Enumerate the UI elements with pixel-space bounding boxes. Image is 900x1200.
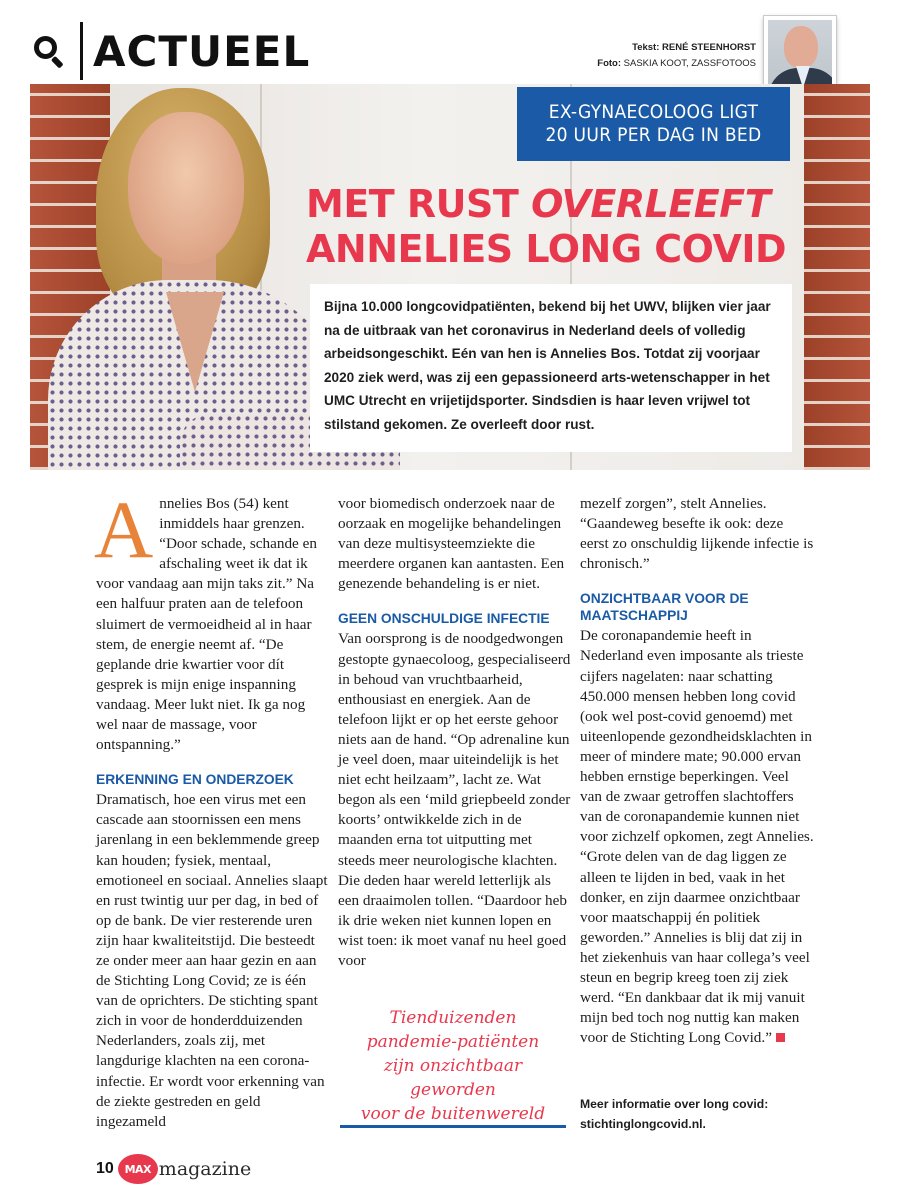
more-info [580, 1094, 814, 1134]
paragraph-text: De coronapandemie heeft in Nederland even imposante als trieste cijfers nagelaten: naar schatting 450.000 mensen hebben long covid (ook wel post-covid genoemd) met uiteenlopende gezondheidsklachten in meer of mindere mate; 90.000 ervan hebben ernstige beperkingen. Veel van de zwaar getroffen slachtoffers van de coronapandemie kunnen niet voor zichzelf opkomen, zegt Annelies. “Grote delen van de dag liggen ze alleen te lijden in bed, vaak in het donker, en zijn daarmee onzichtbaar voor maatschappij én politiek geworden.” Annelies is blij dat zij in het ziekenhuis van haar collega’s veel steun en begrip kreeg toen zij ziek werd. “En dankbaar dat ik mij vanuit mijn bed toch nog nuttig kan maken voor de Stichting Long Covid.” [580, 627, 814, 1047]
paragraph [94, 484, 330, 755]
page-footer [96, 1152, 251, 1186]
pull-quote-line: voor de buitenwereld [360, 1104, 546, 1124]
headline-part-2: OVERLEEFT [531, 182, 771, 226]
pull-quote-line: zijn onzichtbaar geworden [383, 1056, 523, 1100]
paragraph-text: nnelies Bos (54) kent inmiddels haar grenzen. “Door schade, schande en afschaling weet ik dat ik voor vandaag aan mijn taks zit.” Na een halfuur praten aan de telefoon sluimert de vermoeidheid al in haar stem, de energie neemt af. “De geplande drie kwartier voor dít gesprek is mijn enige inspanning vandaag. Meer lukt niet. Ik ga nog wel naar de massage, voor ontspanning.” [96, 495, 317, 754]
pull-quote [340, 1004, 566, 1128]
paragraph: voor biomedisch onderzoek naar de oorzaak en mogelijke behandelingen van deze multisysteemziekte die meerdere organen kan aantasten. Een genezende behandeling is er niet. [338, 495, 565, 593]
more-info-label: Meer informatie over long covid: [580, 1097, 769, 1111]
more-info-link[interactable]: stichtinglongcovid.nl. [580, 1117, 706, 1131]
paragraph: Dramatisch, hoe een virus met een cascade aan stoornissen een mens jarenlang in een beklemmende greep kan houden; fysiek, mentaal, emotioneel en sociaal. Annelies slaapt en rust twintig uur per dag, in bed of op de bank. De vier resterende uren zijn haar kwaliteitstijd. Die besteedt ze onder meer aan haar gezin en aan de Stichting Long Covid; ze is één van de oprichters. De stichting spant zich in voor de honderdduizenden Nederlanders, zoals zij, met langdurige klachten na een corona-infectie. Er wordt voor erkenning van de ziekte gestreden en geld ingezameld [96, 791, 328, 1130]
max-logo: MAX [118, 1154, 158, 1184]
subheading: GEEN ONSCHULDIGE INFECTIE [338, 611, 550, 627]
search-icon[interactable] [32, 34, 66, 68]
credit-photo-label: Foto: [597, 58, 622, 69]
paragraph: Van oorsprong is de noodgedwongen gestopte gynaecoloog, gespecialiseerd in behoud van vruchtbaarheid, enthousiast en energiek. Aan de telefoon lijkt er op het eerste gehoor niets aan de hand. “Op adrenaline kun je veel doen, maar uiteindelijk is het niet echt heilzaam”, lacht ze. Wat begon als een ‘mild griepbeeld zonder koorts’ ontwikkelde zich in de maanden erna tot uitputting met steeds meer neurologische klachten. Die deden haar wereld letterlijk als een draaimolen tollen. “Daardoor heb ik drie weken niet kunnen lopen en wist toen: ik moet vanaf nu heel goed voor [338, 630, 571, 969]
kicker-line-2: 20 UUR PER DAG IN BED [545, 124, 762, 146]
drop-cap: A [94, 484, 154, 575]
credits [597, 40, 756, 72]
article-column-2 [338, 494, 572, 971]
subheading: ONZICHTBAAR VOOR DE MAATSCHAPPIJ [580, 591, 749, 624]
subheading: ERKENNING EN ONDERZOEK [96, 772, 294, 788]
magazine-wordmark: magazine [158, 1158, 252, 1180]
headline [306, 182, 806, 272]
author-photo [764, 16, 836, 88]
credit-text-name: RENÉ STEENHORST [662, 42, 756, 53]
brick-wall-right [804, 84, 870, 470]
headline-line-2: ANNELIES LONG COVID [306, 227, 787, 271]
paragraph [580, 626, 814, 1048]
end-mark [776, 1033, 785, 1042]
pull-quote-line: pandemie-patiënten [366, 1032, 540, 1052]
kicker-line-1: EX-GYNAECOLOOG LIGT [548, 101, 759, 123]
article-column-1 [94, 484, 330, 1132]
kicker-box [517, 87, 790, 161]
page-number: 10 [96, 1160, 114, 1177]
pull-quote-rule [340, 1125, 566, 1128]
section-header [32, 22, 310, 80]
credit-photo-name: SASKIA KOOT, ZASSFOTOOS [623, 58, 756, 69]
pull-quote-line: Tienduizenden [389, 1008, 517, 1028]
intro-lead: Bijna 10.000 longcovidpatiënten, bekend bij het UWV, blijken vier jaar na de uitbraak van het coronavirus in Nederland deels of volledig arbeidsongeschikt. Eén van hen is Annelies Bos. Totdat zij voorjaar 2020 ziek werd, was zij een gepassioneerd arts-wetenschapper in het UMC Utrecht en vrijetijdsporter. Sindsdien is haar leven vrijwel tot stilstand gekomen. Ze overleeft door rust. [310, 284, 792, 452]
article-column-3 [580, 494, 814, 1048]
credit-text-label: Tekst: [632, 42, 660, 53]
headline-part-1: MET RUST [306, 182, 532, 226]
paragraph: mezelf zorgen”, stelt Annelies. “Gaandeweg besefte ik ook: deze eerst zo onschuldig lijkende infectie is chronisch.” [580, 495, 814, 573]
section-divider [80, 22, 83, 80]
section-title: ACTUEEL [93, 26, 311, 76]
